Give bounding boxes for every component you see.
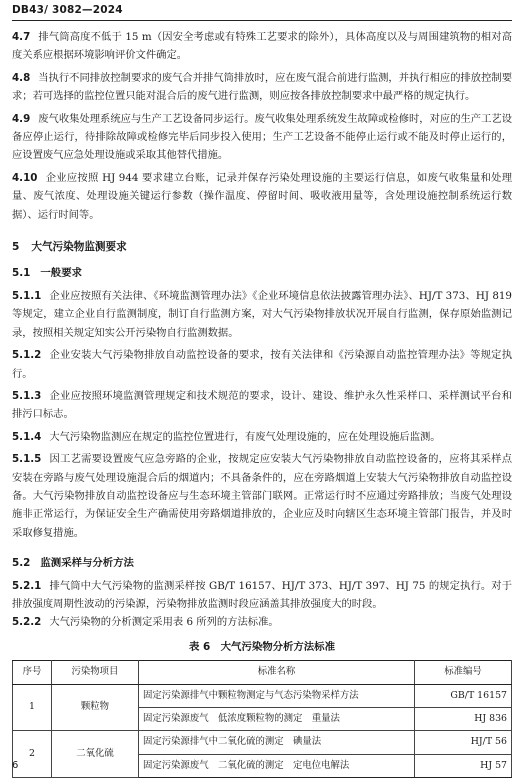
cell-seq: 2 [13,731,52,778]
cell-standard-code: HJ/T 56 [415,731,512,754]
clause-text: 企业应按照 HJ 944 要求建立台账，记录并保存污染处理设施的主要运行信息，如废气收集量和处理量、废气浓度、处理设施关键运行参数（操作温度、停留时间、吸收液用量等，含处理设施控制系统运行数据）、运行时间等。 [12,171,512,221]
clause-4-7 [12,28,512,65]
section-5-1-heading [12,264,512,282]
section-5-heading [12,238,512,256]
section-title: 监测采样与分析方法 [40,557,134,570]
col-header-seq: 序号 [13,661,52,684]
cell-seq: 1 [13,684,52,731]
clause-text: 排气筒高度不低于 15 m（因安全考虑或有特殊工艺要求的除外），具体高度以及与周围建筑物的相对高度关系应根据环境影响评价文件确定。 [12,31,512,62]
clause-5-2-2 [12,613,512,631]
clause-number: 4.9 [12,112,31,125]
cell-standard-name: 固定污染源废气 低浓度颗粒物的测定 重量法 [139,708,415,731]
clause-number: 5.1.4 [12,430,42,443]
doc-code-header: DB43/ 3082—2024 [12,4,123,16]
clause-number: 5.1.3 [12,389,42,402]
clause-text: 企业应按照环境监测管理规定和技术规范的要求，设计、建设、维护永久性采样口、采样测试平台和排污口标志。 [12,389,512,421]
clause-text: 企业安装大气污染物排放自动监控设备的要求，按有关法律和《污染源自动监控管理办法》等规定执行。 [12,349,512,380]
table-row [13,731,512,754]
clause-5-1-2 [12,346,512,383]
document-body [12,28,512,778]
clause-5-1-5 [12,450,512,542]
section-number: 5.1 [12,267,31,280]
clause-4-8 [12,69,512,106]
cell-pollutant: 颗粒物 [52,684,139,731]
clause-number: 4.8 [12,71,31,84]
section-title: 大气污染物监测要求 [31,241,127,254]
clause-text: 排气筒中大气污染物的监测采样按 GB/T 16157、HJ/T 373、HJ/T 397、HJ 75 的规定执行。对于排放强度周期性波动的污染源，污染物排放监测时段应涵盖其排放强度大的时段。 [12,579,512,610]
clause-number: 5.1.1 [12,289,42,302]
analysis-method-table [12,660,512,778]
col-header-standard-code: 标准编号 [415,661,512,684]
clause-text: 因工艺需要设置废气应急旁路的企业，按规定应安装大气污染物排放自动监控设备的，应将其采样点安装在旁路与废气处理设施混合后的烟道内；不具备条件的，应在旁路烟道上安装大气污染物排放自动监控设备。大气污染物排放自动监控设备应与生态环境主管部门联网。正常运行时不应通过旁路排放；当废气处理设施非正常运行，为保证安全生产确需使用旁路烟道排放的，企业应及时向辖区生态环境主管部门报告，并及时采取修复措施。 [12,453,512,539]
cell-standard-code: GB/T 16157 [415,684,512,707]
clause-number: 5.1.2 [12,349,42,362]
cell-pollutant: 二氧化硫 [52,731,139,778]
clause-5-1-4 [12,428,512,446]
section-number: 5 [12,241,20,254]
clause-5-2-1 [12,577,512,614]
clause-4-10 [12,169,512,224]
clause-text: 大气污染物的分析测定采用表 6 所列的方法标准。 [49,616,279,629]
clause-number: 4.10 [12,171,38,184]
clause-number: 5.2.2 [12,616,42,629]
cell-standard-code: HJ 836 [415,708,512,731]
clause-text: 废气收集处理系统应与生产工艺设备同步运行。废气收集处理系统发生故障或检修时，对应的生产工艺设备应停止运行，待排除故障或检修完毕后同步投入使用；生产工艺设备不能停止运行或不能及时停止运行的，应设置废气应急处理设施或采取其他替代措施。 [12,112,512,162]
page-number: 6 [12,760,19,771]
cell-standard-code: HJ 57 [415,754,512,777]
clause-5-1-3 [12,387,512,424]
clause-text: 当执行不同排放控制要求的废气合并排气筒排放时，应在废气混合前进行监测，并执行相应的排放控制要求；若可选择的监控位置只能对混合后的废气进行监测，则应按各排放控制要求中最严格的规定执行。 [12,71,512,103]
table-header-row [13,661,512,684]
clause-5-1-1 [12,287,512,342]
section-5-2-heading [12,554,512,572]
section-title: 一般要求 [40,267,82,280]
clause-number: 5.2.1 [12,579,42,592]
col-header-standard-name: 标准名称 [139,661,415,684]
table-row [13,684,512,707]
header-rule [12,20,512,21]
cell-standard-name: 固定污染源废气 二氧化硫的测定 定电位电解法 [139,754,415,777]
table-title: 表 6 大气污染物分析方法标准 [189,640,335,653]
clause-text: 大气污染物监测应在规定的监控位置进行，有废气处理设施的，应在处理设施后监测。 [49,430,441,443]
cell-standard-name: 固定污染源排气中颗粒物测定与气态污染物采样方法 [139,684,415,707]
clause-4-9 [12,110,512,165]
clause-number: 4.7 [12,31,31,43]
section-number: 5.2 [12,557,31,570]
col-header-pollutant: 污染物项目 [52,661,139,684]
cell-standard-name: 固定污染源排气中二氧化硫的测定 碘量法 [139,731,415,754]
clause-text: 企业应按照有关法律、《环境监测管理办法》《企业环境信息依法披露管理办法》、HJ/T 373、HJ 819 等规定，建立企业自行监测制度，制订自行监测方案，对大气污染物排放状况开展自行监测，保存原始监测记录，按照相关规定知实公开污染物自行监测数据。 [12,289,512,339]
clause-number: 5.1.5 [12,453,42,466]
